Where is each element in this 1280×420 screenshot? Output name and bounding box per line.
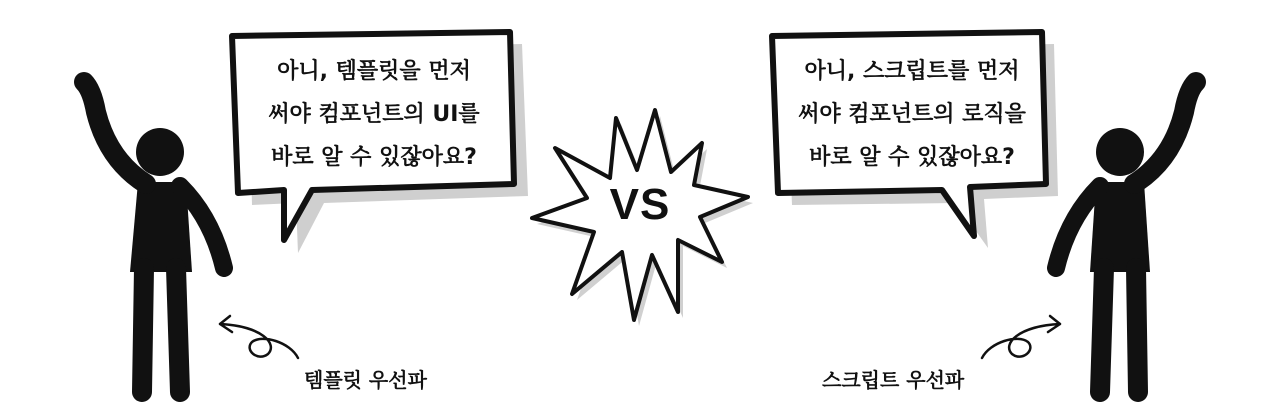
- left-caption: 템플릿 우선파: [304, 368, 427, 392]
- vs-label: VS: [609, 180, 671, 229]
- left-speech-text: 아니, 템플릿을 먼저 써야 컴포넌트의 UI를 바로 알 수 있잖아요?: [268, 59, 480, 170]
- right-caption: 스크립트 우선파: [822, 368, 965, 392]
- left-curly-arrow: [220, 316, 298, 358]
- left-figure: [84, 82, 224, 392]
- right-figure: [1056, 82, 1196, 392]
- right-curly-arrow: [982, 316, 1060, 358]
- right-speech-text: 아니, 스크립트를 먼저 써야 컴포넌트의 로직을 바로 알 수 있잖아요?: [798, 59, 1026, 170]
